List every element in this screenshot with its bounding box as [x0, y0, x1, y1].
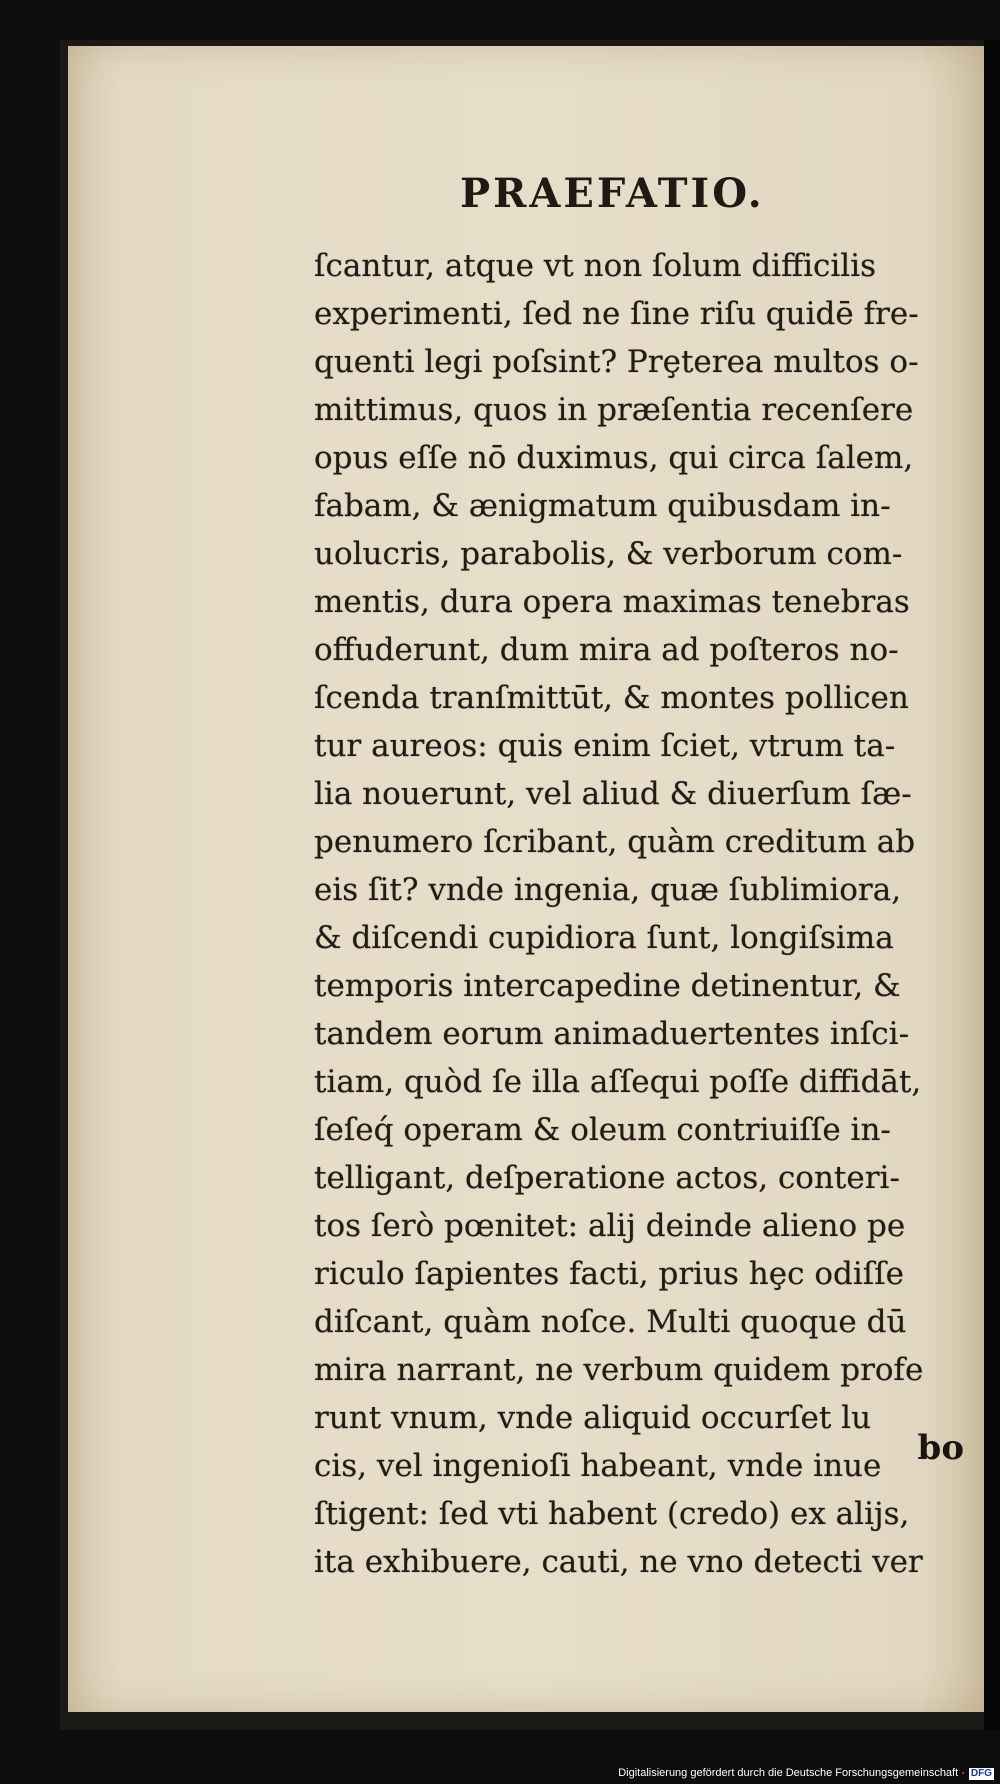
text-line: tos ſerò pœnitet: alij deinde alieno pe [314, 1208, 906, 1244]
text-line: tiam, quòd ſe illa aſſequi poſſe diffidāt, [314, 1064, 922, 1100]
text-line: opus eſſe nō duximus, qui circa ſalem, [314, 440, 914, 476]
text-line: ſcenda tranſmittūt, & montes pollicen [314, 680, 909, 716]
text-line: experimenti, ſed ne ſine riſu quidē fre- [314, 296, 919, 332]
text-line: ita exhibuere, cauti, ne vno detecti ver [314, 1544, 923, 1580]
running-head: PRAEFATIO. [460, 170, 765, 217]
text-line: tur aureos: quis enim ſciet, vtrum ta- [314, 728, 896, 764]
text-line: runt vnum, vnde aliquid occurſet lu [314, 1400, 872, 1436]
text-line: temporis intercapedine detinentur, & [314, 968, 901, 1004]
text-line: offuderunt, dum mira ad poſteros no- [314, 632, 899, 668]
text-line: fabam, & ænigmatum quibusdam in- [314, 488, 891, 524]
text-line: lia nouerunt, vel aliud & diuerſum ſæ- [314, 776, 912, 812]
text-line: telligant, deſperatione actos, conteri- [314, 1160, 900, 1196]
catchword: bo [917, 1428, 964, 1468]
text-line: uolucris, parabolis, & verborum com- [314, 536, 903, 572]
text-line: cis, vel ingenioſi habeant, vnde inue [314, 1448, 882, 1484]
body-text [314, 242, 972, 1586]
text-line: & diſcendi cupidiora ſunt, longiſsima [314, 920, 894, 956]
text-line: ſtigent: ſed vti habent (credo) ex alijs, [314, 1496, 910, 1532]
book-spine-shadow [984, 40, 1000, 1730]
credit-text: Digitalisierung gefördert durch die Deutsche Forschungsgemeinschaft · [618, 1767, 965, 1779]
text-line: eis ſit? vnde ingenia, quæ ſublimiora, [314, 872, 902, 908]
text-line: mira narrant, ne verbum quidem profe [314, 1352, 924, 1388]
text-line: ſcantur, atque vt non ſolum difficilis [314, 248, 877, 284]
text-line: tandem eorum animaduertentes inſci- [314, 1016, 910, 1052]
text-line: ſeſeq́ operam & oleum contriuiſſe in- [314, 1112, 891, 1148]
text-line: mittimus, quos in præſentia recenſere [314, 392, 914, 428]
text-line: riculo ſapientes facti, prius hȩc odiſſe [314, 1256, 905, 1292]
text-line: diſcant, quàm noſce. Multi quoque dū [314, 1304, 907, 1340]
dfg-logo: DFG [970, 1768, 992, 1779]
text-line: penumero ſcribant, quàm creditum ab [314, 824, 916, 860]
text-line: quenti legi poſsint? Prȩterea multos o- [314, 344, 919, 380]
text-line: mentis, dura opera maximas tenebras [314, 584, 910, 620]
digitization-credit [618, 1767, 994, 1780]
